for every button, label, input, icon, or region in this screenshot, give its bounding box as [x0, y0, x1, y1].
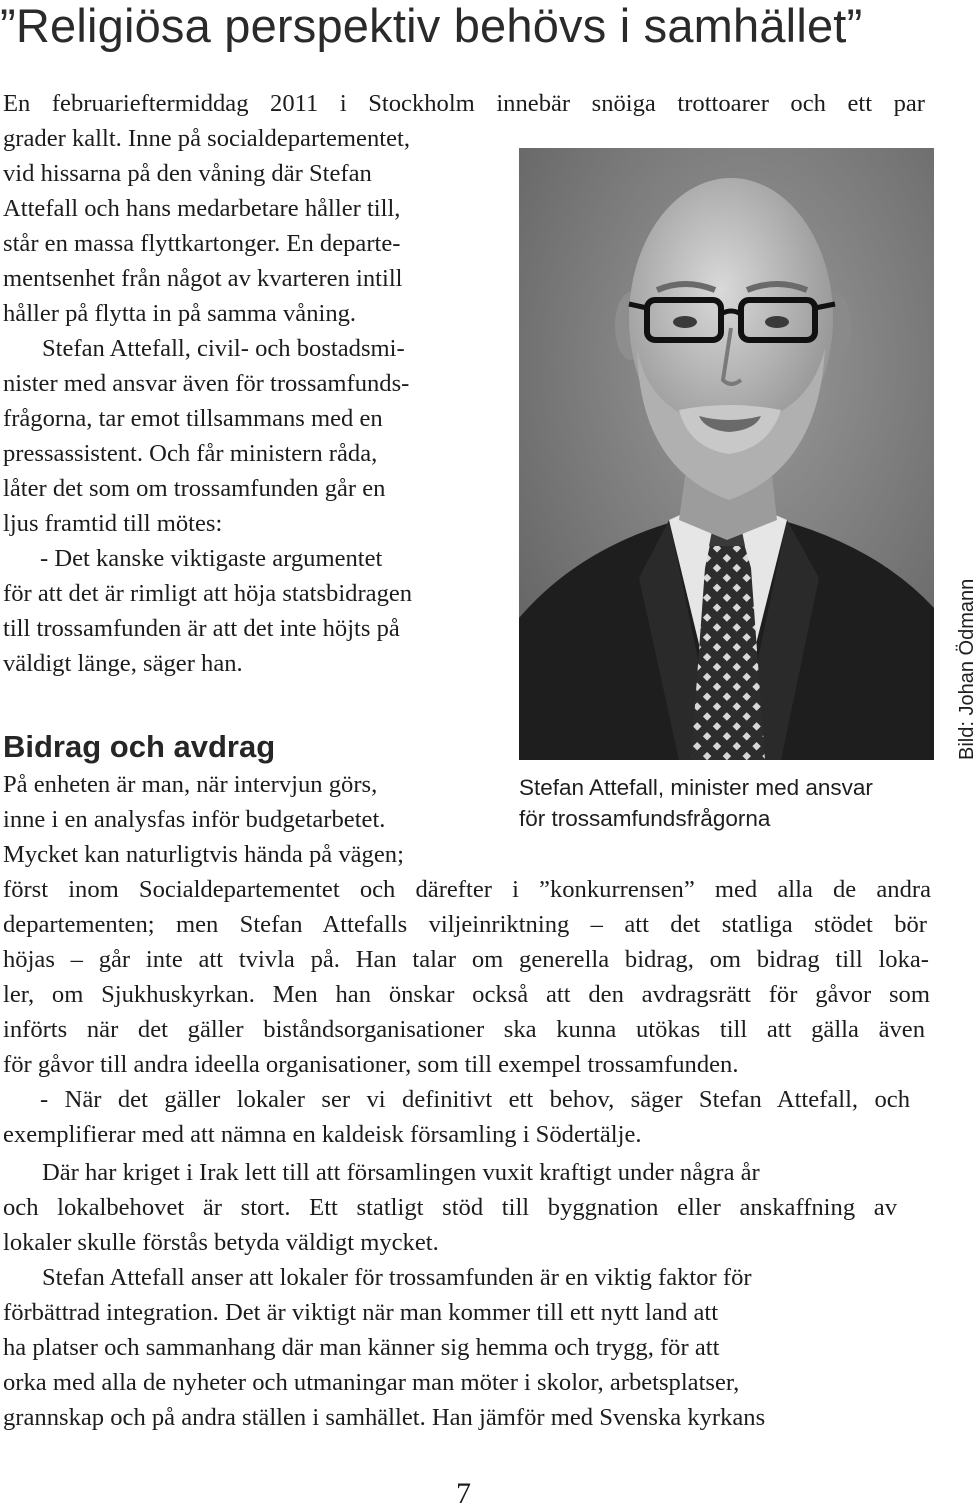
photo-caption-line: för trossamfundsfrågorna	[519, 806, 771, 831]
body-text-line: väldigt länge, säger han.	[3, 650, 243, 677]
body-text-line: Attefall och hans medarbetare håller till,	[3, 195, 401, 222]
body-text-line: till trossamfunden är att det inte höjts på	[3, 615, 400, 642]
portrait-illustration	[519, 148, 934, 760]
body-text-line: grannskap och på andra ställen i samhället. Han jämför med Svenska kyrkans	[3, 1404, 766, 1431]
body-text-line: mentsenhet från något av kvarteren intill	[3, 265, 403, 292]
body-text-line: På enheten är man, när intervjun görs,	[3, 771, 378, 798]
section-subheading: Bidrag och avdrag	[3, 729, 276, 764]
body-text-line: orka med alla de nyheter och utmaningar man möter i skolor, arbetsplatser,	[3, 1369, 740, 1396]
portrait-photo	[519, 148, 934, 760]
page-number: 7	[456, 1477, 471, 1510]
body-text-line: Där har kriget i Irak lett till att församlingen vuxit kraftigt under några år	[42, 1159, 760, 1186]
body-text-line: inne i en analysfas inför budgetarbetet.	[3, 806, 386, 833]
article-title: ”Religiösa perspektiv behövs i samhället”	[0, 0, 863, 52]
body-text-line: och lokalbehovet är stort. Ett statligt stöd till byggnation eller anskaffning av	[3, 1194, 897, 1221]
body-text-line: nister med ansvar även för trossamfunds-	[3, 370, 410, 397]
body-text-line: Stefan Attefall, civil- och bostadsmi-	[42, 335, 405, 362]
body-text-line: för gåvor till andra ideella organisationer, som till exempel trossamfunden.	[3, 1051, 739, 1078]
body-text-line: förbättrad integration. Det är viktigt när man kommer till ett nytt land att	[3, 1299, 719, 1326]
body-text-line: ha platser och sammanhang där man känner sig hemma och trygg, för att	[3, 1334, 720, 1361]
photo-credit: Bild: Johan Ödmann	[956, 578, 978, 760]
body-text-line: vid hissarna på den våning där Stefan	[3, 160, 372, 187]
body-text-line: lokaler skulle förstås betyda väldigt mycket.	[3, 1229, 439, 1256]
body-text-line: står en massa flyttkartonger. En departe-	[3, 230, 401, 257]
body-text-line: grader kallt. Inne på socialdepartementet,	[3, 125, 410, 152]
body-text-line: ler, om Sjukhuskyrkan. Men han önskar också att den avdragsrätt för gåvor som	[3, 981, 930, 1008]
body-text-line: håller på flytta in på samma våning.	[3, 300, 357, 327]
body-text-line: En februarieftermiddag 2011 i Stockholm innebär snöiga trottoarer och ett par	[3, 90, 925, 117]
body-text-line: höjas – går inte att tvivla på. Han talar om generella bidrag, om bidrag till loka-	[3, 946, 929, 973]
photo-caption-line: Stefan Attefall, minister med ansvar	[519, 775, 873, 800]
body-text-line: departementen; men Stefan Attefalls viljeinriktning – att det statliga stödet bör	[3, 911, 927, 938]
body-text-line: ljus framtid till mötes:	[3, 510, 223, 537]
body-text-line: Mycket kan naturligtvis hända på vägen;	[3, 841, 404, 868]
body-text-line: först inom Socialdepartementet och därefter i ”konkurrensen” med alla de andra	[3, 876, 931, 903]
body-text-line: pressassistent. Och får ministern råda,	[3, 440, 378, 467]
body-text-line: - När det gäller lokaler ser vi definitivt ett behov, säger Stefan Attefall, och	[40, 1086, 910, 1113]
body-text-line: frågorna, tar emot tillsammans med en	[3, 405, 383, 432]
body-text-line: - Det kanske viktigaste argumentet	[40, 545, 383, 572]
body-text-line: exemplifierar med att nämna en kaldeisk församling i Södertälje.	[3, 1121, 642, 1148]
body-text-line: införts när det gäller biståndsorganisationer ska kunna utökas till att gälla även	[3, 1016, 925, 1043]
body-text-line: Stefan Attefall anser att lokaler för trossamfunden är en viktig faktor för	[42, 1264, 752, 1291]
body-text-line: låter det som om trossamfunden går en	[3, 475, 386, 502]
body-text-line: för att det är rimligt att höja statsbidragen	[3, 580, 413, 607]
